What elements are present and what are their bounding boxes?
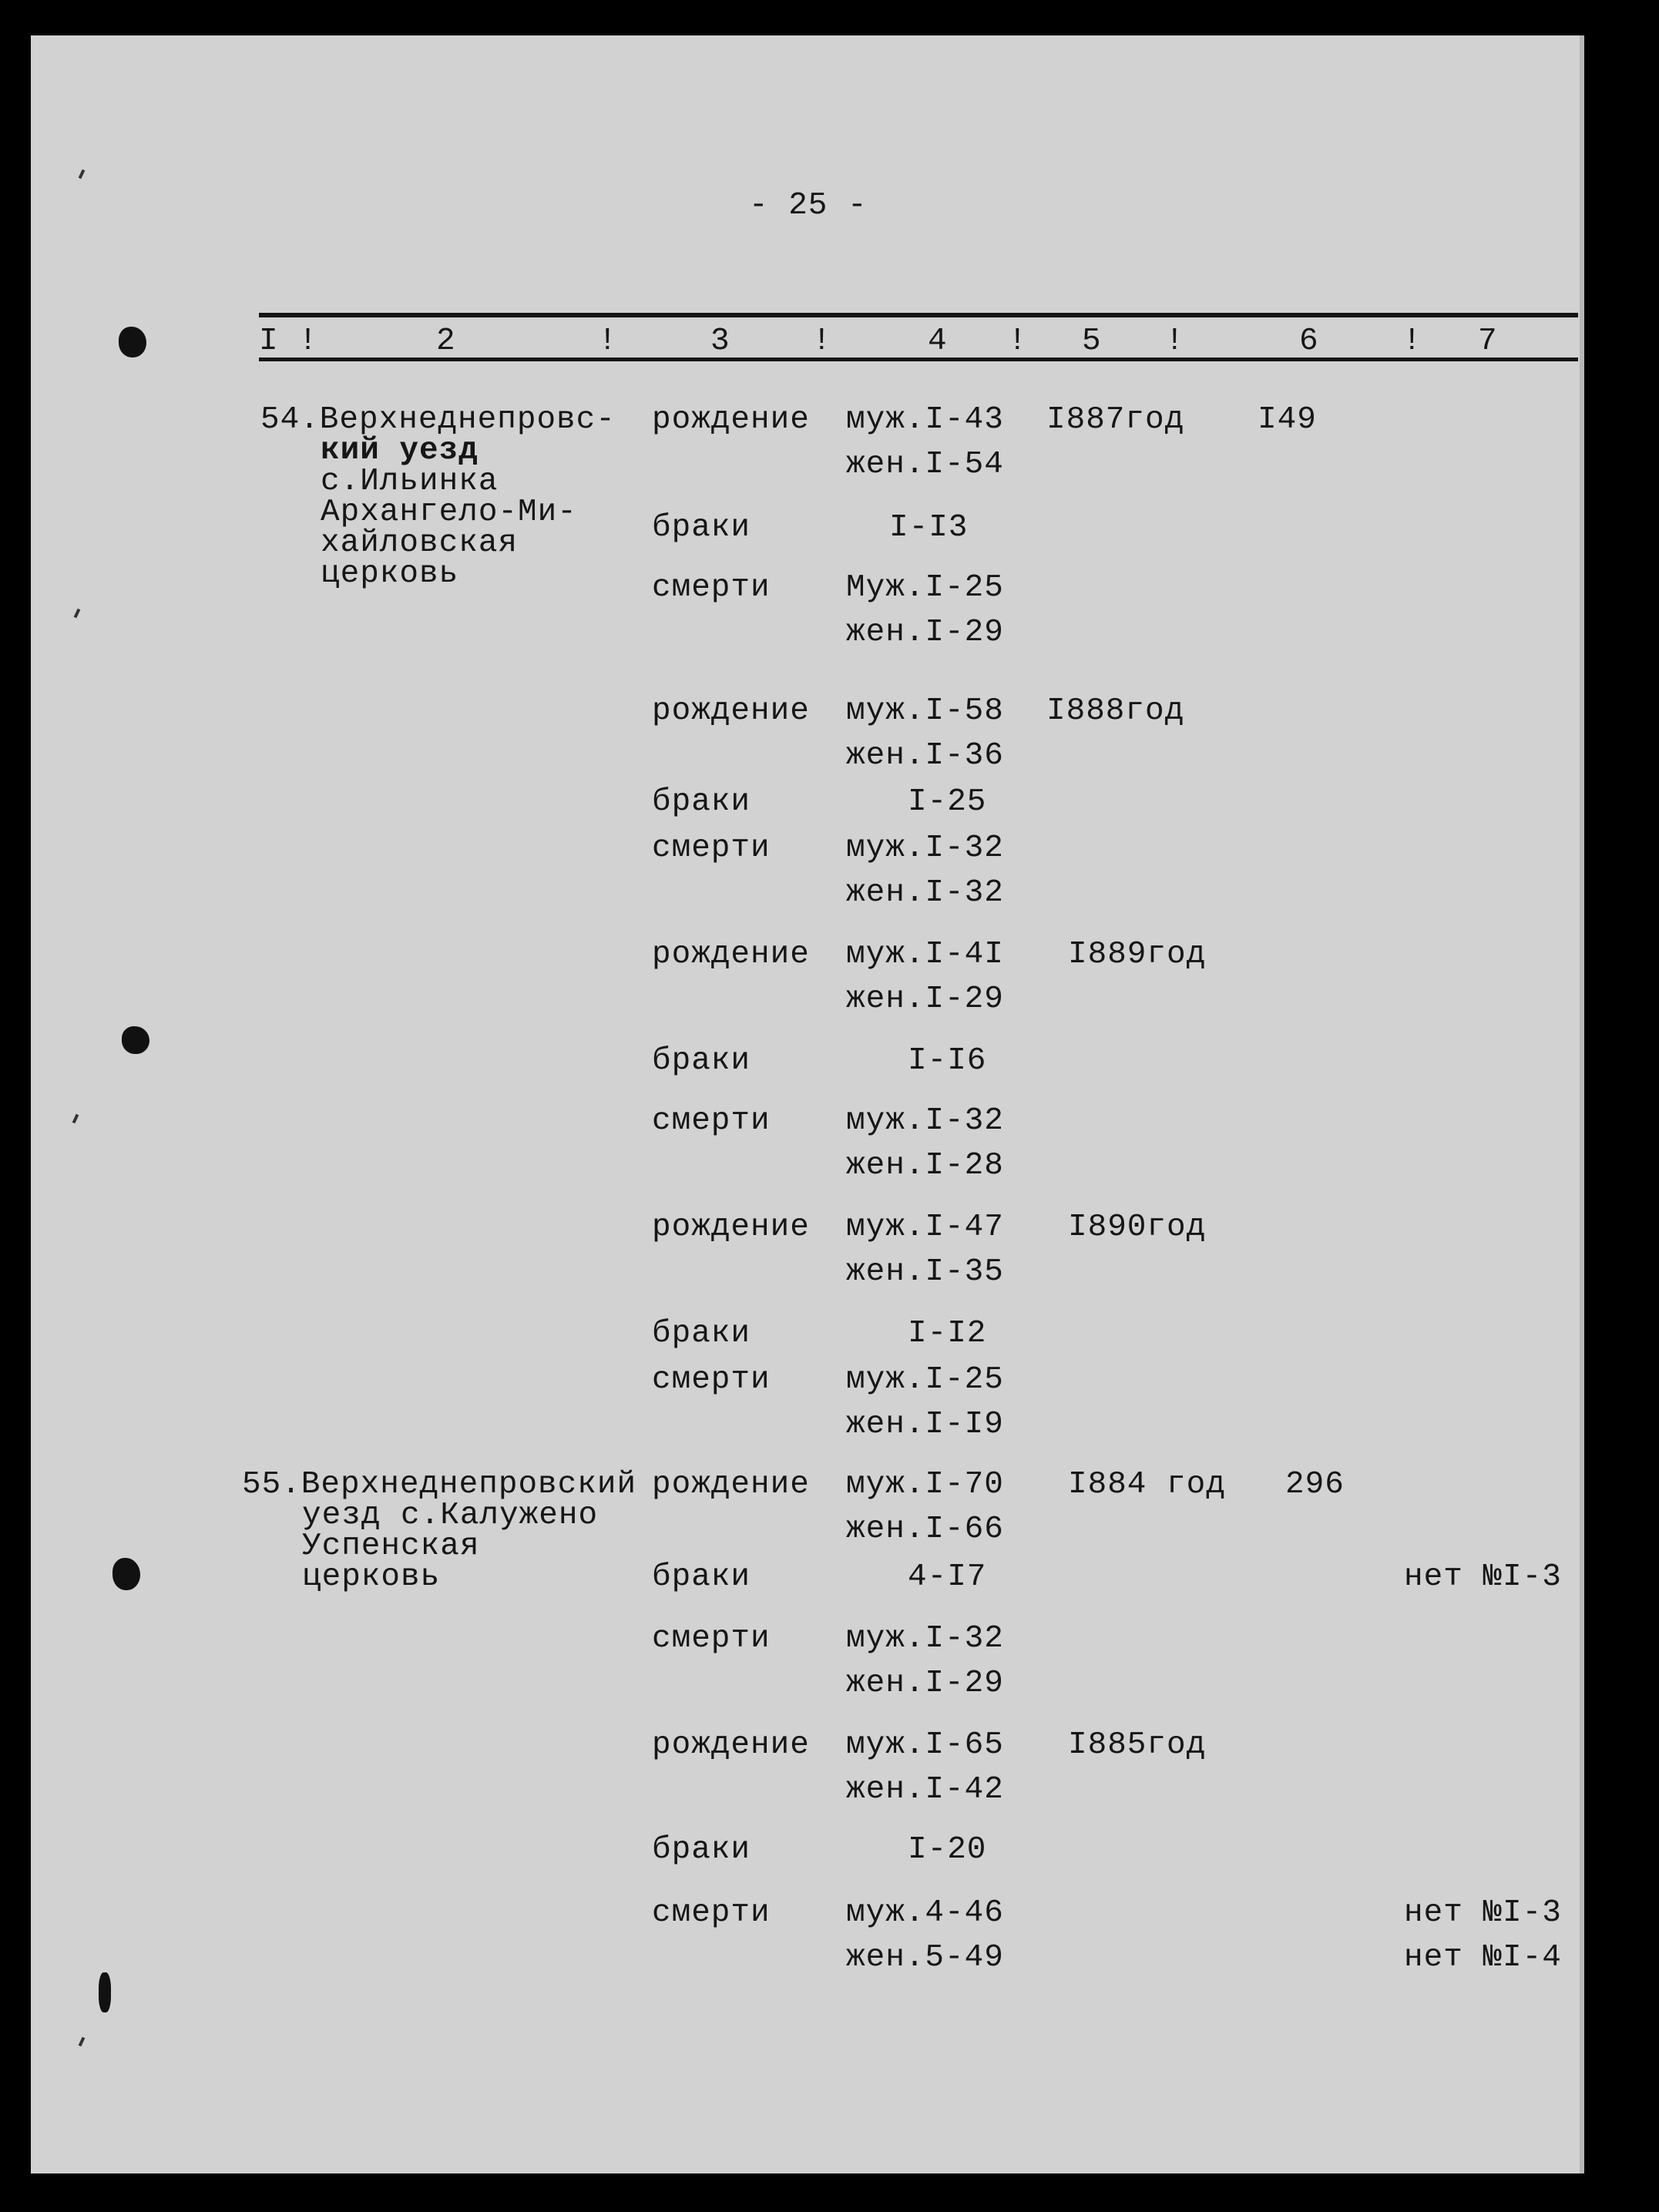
- record-value: I-25: [908, 784, 987, 820]
- place-line: Успенская: [302, 1529, 480, 1564]
- record-value: муж.I-4I: [846, 937, 1004, 972]
- record-type: смерти: [652, 1103, 771, 1139]
- page-edge-shadow: [1580, 35, 1584, 2173]
- header-sep-2: !: [598, 324, 618, 359]
- record-type: рождение: [652, 1210, 810, 1245]
- record-value: I-I2: [908, 1316, 987, 1351]
- record-value: Муж.I-25: [846, 570, 1004, 606]
- record-year: I890год: [1068, 1210, 1207, 1245]
- record-year: I889год: [1068, 937, 1207, 972]
- record-type: смерти: [652, 1362, 771, 1398]
- header-col-3: 3: [710, 324, 730, 359]
- record-value: жен.I-66: [846, 1512, 1004, 1547]
- record-value: жен.I-54: [846, 447, 1004, 482]
- place-line: церковь: [321, 556, 459, 592]
- record-value: жен.I-28: [846, 1148, 1004, 1183]
- record-value: муж.I-47: [846, 1210, 1004, 1245]
- record-value: муж.I-32: [846, 1103, 1004, 1139]
- binder-hole-3: [113, 1558, 140, 1590]
- page-number: - 25 -: [749, 188, 868, 223]
- header-col-2: 2: [436, 324, 456, 359]
- header-sep-6: !: [1402, 324, 1422, 359]
- record-note: нет №I-4: [1404, 1940, 1562, 1975]
- record-value: I-I3: [889, 510, 969, 545]
- header-bottom-rule: [259, 357, 1578, 361]
- record-type: браки: [652, 510, 751, 545]
- record-value: I-I6: [908, 1043, 987, 1079]
- record-note: нет №I-3: [1404, 1559, 1562, 1595]
- record-value: муж.I-70: [846, 1467, 1004, 1502]
- place-line: церковь: [302, 1559, 441, 1595]
- record-value: жен.I-29: [846, 615, 1004, 650]
- record-type: смерти: [652, 831, 771, 866]
- record-type: рождение: [652, 1727, 810, 1763]
- record-type: рождение: [652, 693, 810, 729]
- record-type: смерти: [652, 1895, 771, 1931]
- record-type: рождение: [652, 1467, 810, 1502]
- record-value: I-20: [908, 1832, 987, 1868]
- header-col-5: 5: [1082, 324, 1102, 359]
- record-value: жен.I-42: [846, 1772, 1004, 1808]
- record-type: рождение: [652, 402, 810, 438]
- record-type: браки: [652, 1316, 751, 1351]
- record-value: жен.I-29: [846, 982, 1004, 1017]
- header-top-rule: [259, 313, 1578, 317]
- record-year: I888год: [1046, 693, 1185, 729]
- record-value: муж.I-32: [846, 831, 1004, 866]
- record-note: нет №I-3: [1404, 1895, 1562, 1931]
- record-type: браки: [652, 1043, 751, 1079]
- record-value: жен.I-36: [846, 738, 1004, 774]
- record-type: смерти: [652, 1621, 771, 1656]
- header-col-4: 4: [928, 324, 948, 359]
- place-line: 55.Верхнеднепровский: [242, 1467, 637, 1502]
- record-value: муж.I-58: [846, 693, 1004, 729]
- header-col-1: I !: [259, 324, 318, 359]
- header-sep-4: !: [1008, 324, 1028, 359]
- record-count: I49: [1258, 402, 1317, 438]
- record-value: муж.I-65: [846, 1727, 1004, 1763]
- place-line: с.Ильинка: [321, 464, 499, 499]
- place-line: Архангело-Ми-: [321, 495, 577, 530]
- place-line: кий уезд: [321, 433, 479, 468]
- binder-hole-1: [119, 327, 146, 357]
- record-value: муж.4-46: [846, 1895, 1004, 1931]
- record-value: жен.I-32: [846, 875, 1004, 911]
- record-type: браки: [652, 784, 751, 820]
- header-sep-3: !: [812, 324, 832, 359]
- record-type: браки: [652, 1832, 751, 1868]
- record-value: 4-I7: [908, 1559, 987, 1595]
- binder-hole-2: [122, 1026, 149, 1054]
- record-value: жен.I-35: [846, 1254, 1004, 1290]
- record-value: жен.5-49: [846, 1940, 1004, 1975]
- record-count: 296: [1285, 1467, 1345, 1502]
- place-line: уезд с.Калужено: [302, 1498, 599, 1533]
- record-type: браки: [652, 1559, 751, 1595]
- record-value: муж.I-32: [846, 1621, 1004, 1656]
- place-line: хайловская: [321, 525, 519, 561]
- header-col-7: 7: [1478, 324, 1498, 359]
- binder-hole-4: [99, 1972, 111, 2012]
- record-type: смерти: [652, 570, 771, 606]
- place-line: 54.Верхнеднепровс-: [260, 402, 616, 438]
- record-value: жен.I-29: [846, 1666, 1004, 1701]
- record-year: I887год: [1046, 402, 1185, 438]
- record-year: I884 год: [1068, 1467, 1226, 1502]
- record-type: рождение: [652, 937, 810, 972]
- header-sep-5: !: [1165, 324, 1185, 359]
- record-value: муж.I-25: [846, 1362, 1004, 1398]
- record-value: жен.I-I9: [846, 1407, 1004, 1442]
- header-col-6: 6: [1299, 324, 1319, 359]
- record-value: муж.I-43: [846, 402, 1004, 438]
- record-year: I885год: [1068, 1727, 1207, 1763]
